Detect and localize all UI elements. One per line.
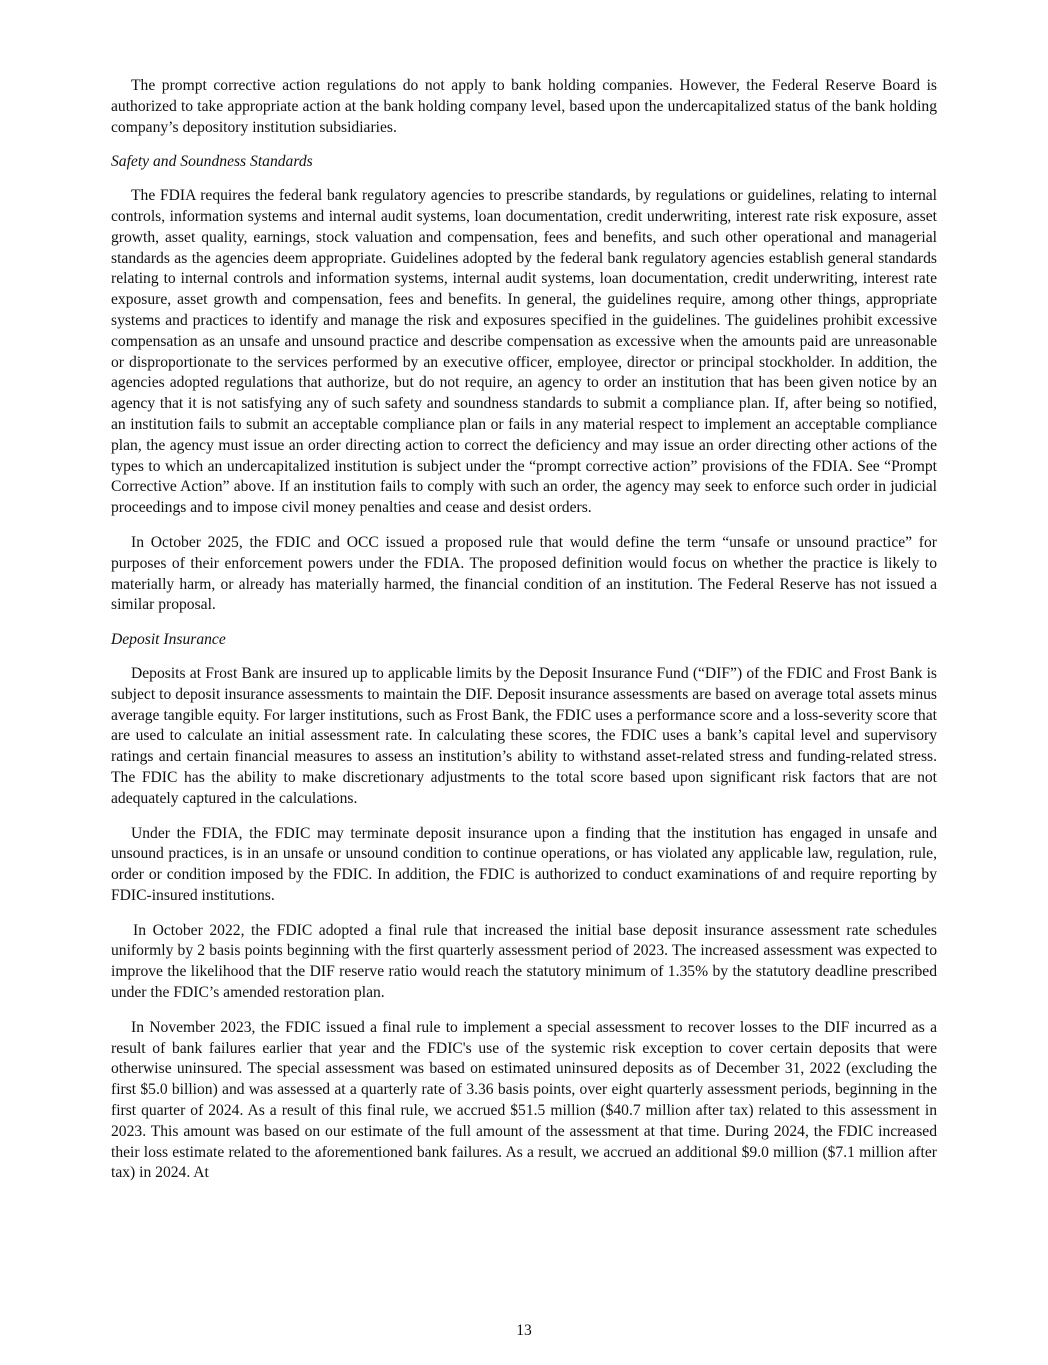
deposit-paragraph-2: Under the FDIA, the FDIC may terminate deposit insurance upon a finding that the institution has engaged in unsafe and unsound practices, is in an unsafe or unsound condition to continue operations, or has violated any applicable law, regulation, rule, order or condition imposed by the FDIC. In addition, the FDIC is authorized to conduct examinations of and require reporting by FDIC-insured institutions. [111, 824, 937, 904]
safety-paragraph-1: The FDIA requires the federal bank regulatory agencies to prescribe standards, by regulations or guidelines, relating to internal controls, information systems and internal audit systems, loan documentation, credit underwriting, interest rate risk exposure, asset growth, asset quality, earnings, stock valuation and compensation, fees and benefits, and such other operational and managerial standards as the agencies deem appropriate. Guidelines adopted by the federal bank regulatory agencies establish general standards relating to internal controls and information systems, internal audit systems, loan documentation, credit underwriting, interest rate exposure, asset growth and compensation, fees and benefits. In general, the guidelines require, among other things, appropriate systems and practices to identify and manage the risk and exposures specified in the guidelines. The guidelines prohibit excessive compensation as an unsafe and unsound practice and describe compensation as excessive when the amounts paid are unreasonable or disproportionate to the services performed by an executive officer, employee, director or principal stockholder. In addition, the agencies adopted regulations that authorize, but do not require, an agency to order an institution that has been given notice by an agency that it is not satisfying any of such safety and soundness standards to submit a compliance plan. If, after being so notified, an institution fails to submit an acceptable compliance plan or fails in any material respect to implement an acceptable compliance plan, the agency must issue an order directing action to correct the deficiency and may issue an order directing other actions of the types to which an undercapitalized institution is subject under the “prompt corrective action” provisions of the FDIA. See “Prompt Corrective Action” above. If an institution fails to comply with such an order, the agency may seek to enforce such order in judicial proceedings and to impose civil money penalties and cease and desist orders. [111, 187, 937, 517]
deposit-insurance-heading: Deposit Insurance [111, 631, 226, 649]
document-page [111, 76, 937, 1198]
intro-paragraph: The prompt corrective action regulations do not apply to bank holding companies. However, the Federal Reserve Board is authorized to take appropriate action at the bank holding company level, based upon the undercapitalized status of the bank holding company’s depository institution subsidiaries. [111, 77, 937, 136]
deposit-paragraph-1: Deposits at Frost Bank are insured up to applicable limits by the Deposit Insurance Fund (“DIF”) of the FDIC and Frost Bank is subject to deposit insurance assessments to maintain the DIF. Deposit insurance assessments are based on average total assets minus average tangible equity. For larger institutions, such as Frost Bank, the FDIC uses a performance score and a loss-severity score that are used to calculate an initial assessment rate. In calculating these scores, the FDIC uses a bank’s capital level and supervisory ratings and certain financial measures to assess an institution’s ability to withstand asset-related stress and funding-related stress. The FDIC has the ability to make discretionary adjustments to the total score based upon significant risk factors that are not adequately captured in the calculations. [111, 664, 937, 807]
page-number: 13 [516, 1322, 532, 1339]
safety-paragraph-2: In October 2025, the FDIC and OCC issued a proposed rule that would define the term “unsafe or unsound practice” for purposes of their enforcement powers under the FDIA. The proposed definition would focus on whether the practice is likely to materially harm, or already has materially harmed, the financial condition of an institution. The Federal Reserve has not issued a similar proposal. [111, 533, 937, 614]
safety-soundness-heading: Safety and Soundness Standards [111, 153, 313, 171]
deposit-paragraph-3: In October 2022, the FDIC adopted a final rule that increased the initial base deposit insurance assessment rate schedules uniformly by 2 basis points beginning with the first quarterly assessment period of 2023. The increased assessment was expected to improve the likelihood that the DIF reserve ratio would reach the statutory minimum of 1.35% by the statutory deadline prescribed under the FDIC’s amended restoration plan. [111, 921, 937, 1002]
deposit-paragraph-4: In November 2023, the FDIC issued a final rule to implement a special assessment to recover losses to the DIF incurred as a result of bank failures earlier that year and the FDIC's use of the systemic risk exception to cover certain deposits that were otherwise uninsured. The special assessment was based on estimated uninsured deposits as of December 31, 2022 (excluding the first $5.0 billion) and was assessed at a quarterly rate of 3.36 basis points, over eight quarterly assessment periods, beginning in the first quarter of 2024. As a result of this final rule, we accrued $51.5 million ($40.7 million after tax) related to this assessment in 2023. This amount was based on our estimate of the full amount of the assessment at that time. During 2024, the FDIC increased their loss estimate related to the aforementioned bank failures. As a result, we accrued an additional $9.0 million ($7.1 million after tax) in 2024. At [111, 1018, 937, 1182]
